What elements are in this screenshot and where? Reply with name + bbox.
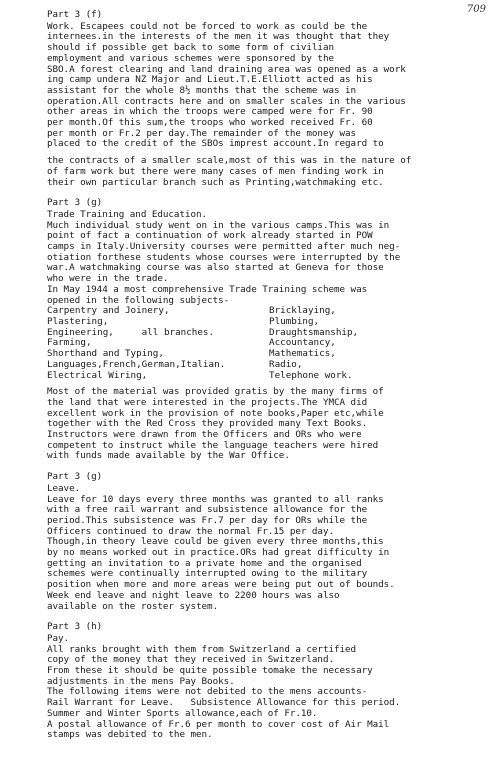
text-line: All ranks brought with them from Switzerland a certified [47, 643, 357, 655]
text-line: competent to instruct while the language teachers were hired [47, 439, 379, 451]
text-line: getting an invitation to a private home and the organised [47, 557, 362, 569]
text-line: war.A watchmaking course was also started at Geneva for those [47, 262, 384, 274]
subject-item: Farming, [47, 337, 92, 349]
section-leave [47, 472, 497, 612]
text-line: Trade Training and Education. [47, 208, 208, 220]
subject-item: Plumbing, [269, 315, 320, 327]
text-line: period.This subsistence was Fr.7 per day for ORs while the [47, 514, 368, 526]
text-line: SBO.A forest clearing and land draining area was opened as a work [47, 63, 406, 75]
section-text [47, 387, 497, 462]
subject-item: Plastering, [47, 315, 109, 327]
text-line: point of fact a continuation of work already started in POW [47, 230, 373, 242]
text-line: position when more and more areas were being put out of bounds. [47, 579, 395, 591]
text-line: employment and various schemes were sponsored by the [47, 52, 334, 64]
text-line: opened in the following subjects- [47, 294, 230, 306]
text-line: Summer and Winter Sports allowance,each of Fr.10. [47, 707, 318, 719]
subject-item: Accountancy, [269, 337, 336, 349]
section-heading: Part 3 (f) [47, 9, 103, 20]
page-number: 709 [466, 4, 486, 15]
text-line: other areas in which the troops were camped were for Fr. 90 [47, 106, 373, 118]
text-line: the contracts of a smaller scale,most of this was in the nature of [47, 155, 412, 167]
text-line: From these it should be quite possible tomake the necessary [47, 665, 373, 677]
text-line: Instructors were drawn from the Officers and ORs who were [47, 429, 362, 441]
text-line: Pay. [47, 632, 70, 644]
text-line: copy of the money that they received in Switzerland. [47, 654, 334, 666]
section-trade-training [47, 198, 497, 462]
text-line: Rail Warrant for Leave. Subsistence Allowance for this period. [47, 697, 401, 709]
subject-item: Draughtsmanship, [269, 326, 359, 338]
text-line: Officers continued to draw the normal Fr.15 per day. [47, 525, 334, 537]
section-heading: Part 3 (g) [47, 471, 103, 483]
text-line: adjustments in the mens Pay Books. [47, 675, 235, 687]
text-line: operation.All contracts here and on smaller scales in the various [47, 95, 406, 107]
text-line: assistant for the whole 8½ months that the scheme was in [47, 84, 357, 96]
text-line: Much individual study went on in the various camps.This was in [47, 219, 390, 231]
text-line: available on the roster system. [47, 600, 219, 612]
text-line: together with the Red Cross they provided many Text Books. [47, 418, 368, 430]
text-line: schemes were continually interrupted owing to the military [47, 568, 368, 580]
text-line: who were in the trade. [47, 273, 169, 285]
text-line: otiation forthese students whose courses were interrupted by the [47, 251, 401, 263]
text-line: should if possible get back to some form of civilian [47, 42, 334, 54]
text-line: Week end leave and night leave to 2200 hours was also [47, 589, 340, 601]
subject-item: Bricklaying, [269, 305, 336, 317]
subjects-list [47, 306, 497, 381]
text-line: Leave. [47, 482, 81, 494]
text-line: placed to the credit of the SBOs imprest account.In regard to [47, 138, 384, 150]
section-text [47, 22, 497, 189]
text-line: with a free rail warrant and subsistence allowance for the [47, 504, 368, 516]
text-line: their own particular branch such as Printing,watchmaking etc. [47, 176, 384, 188]
text-line: the land that were interested in the projects.The YMCA did [47, 396, 368, 408]
text-line: ing camp undera NZ Major and Lieut.T.E.Elliott acted as his [47, 74, 373, 86]
text-line: A postal allowance of Fr.6 per month to cover cost of Air Mail [47, 718, 390, 730]
text-line: Work. Escapees could not be forced to work as could be the [47, 20, 368, 32]
subject-item: Radio, [269, 358, 303, 370]
text-line: The following items were not debited to the mens accounts- [47, 686, 368, 698]
section-text [47, 484, 497, 612]
text-line: camps in Italy.University courses were permitted after much neg- [47, 241, 401, 253]
section-text [47, 634, 497, 741]
text-line: with funds made available by the War Office. [47, 450, 290, 462]
document-body [47, 10, 497, 751]
subject-item: Mathematics, [269, 348, 336, 360]
text-line: In May 1944 a most comprehensive Trade Training scheme was [47, 283, 368, 295]
text-line: Leave for 10 days every three months was granted to all ranks [47, 493, 384, 505]
subject-item: Telephone work. [269, 369, 353, 381]
text-line: Though,in theory leave could be given every three months,this [47, 536, 384, 548]
subject-item: Languages,French,German,Italian. [47, 358, 226, 370]
section-work [47, 10, 497, 188]
text-line: excellent work in the provision of note books,Paper etc,while [47, 407, 384, 419]
subject-item: Engineering, all branches. [47, 326, 215, 338]
text-line: Most of the material was provided gratis by the many firms of [47, 386, 384, 398]
text-line: per month.Of this sum,the troops who worked received Fr. 60 [47, 117, 373, 129]
subject-item: Electrical Wiring, [47, 369, 148, 381]
text-line: by no means worked out in practice.ORs had great difficulty in [47, 547, 390, 559]
text-line: of farm work but there were many cases of men finding work in [47, 165, 384, 177]
section-heading: Part 3 (h) [47, 621, 103, 633]
text-line: stamps was debited to the men. [47, 729, 213, 741]
text-line: per month or Fr.2 per day.The remainder of the money was [47, 127, 357, 139]
section-text [47, 210, 497, 306]
section-pay [47, 622, 497, 741]
subject-item: Carpentry and Joinery, [47, 305, 170, 317]
section-heading: Part 3 (g) [47, 197, 103, 209]
text-line: internees.in the interests of the men it was thought that they [47, 31, 390, 43]
subject-item: Shorthand and Typing, [47, 348, 164, 360]
